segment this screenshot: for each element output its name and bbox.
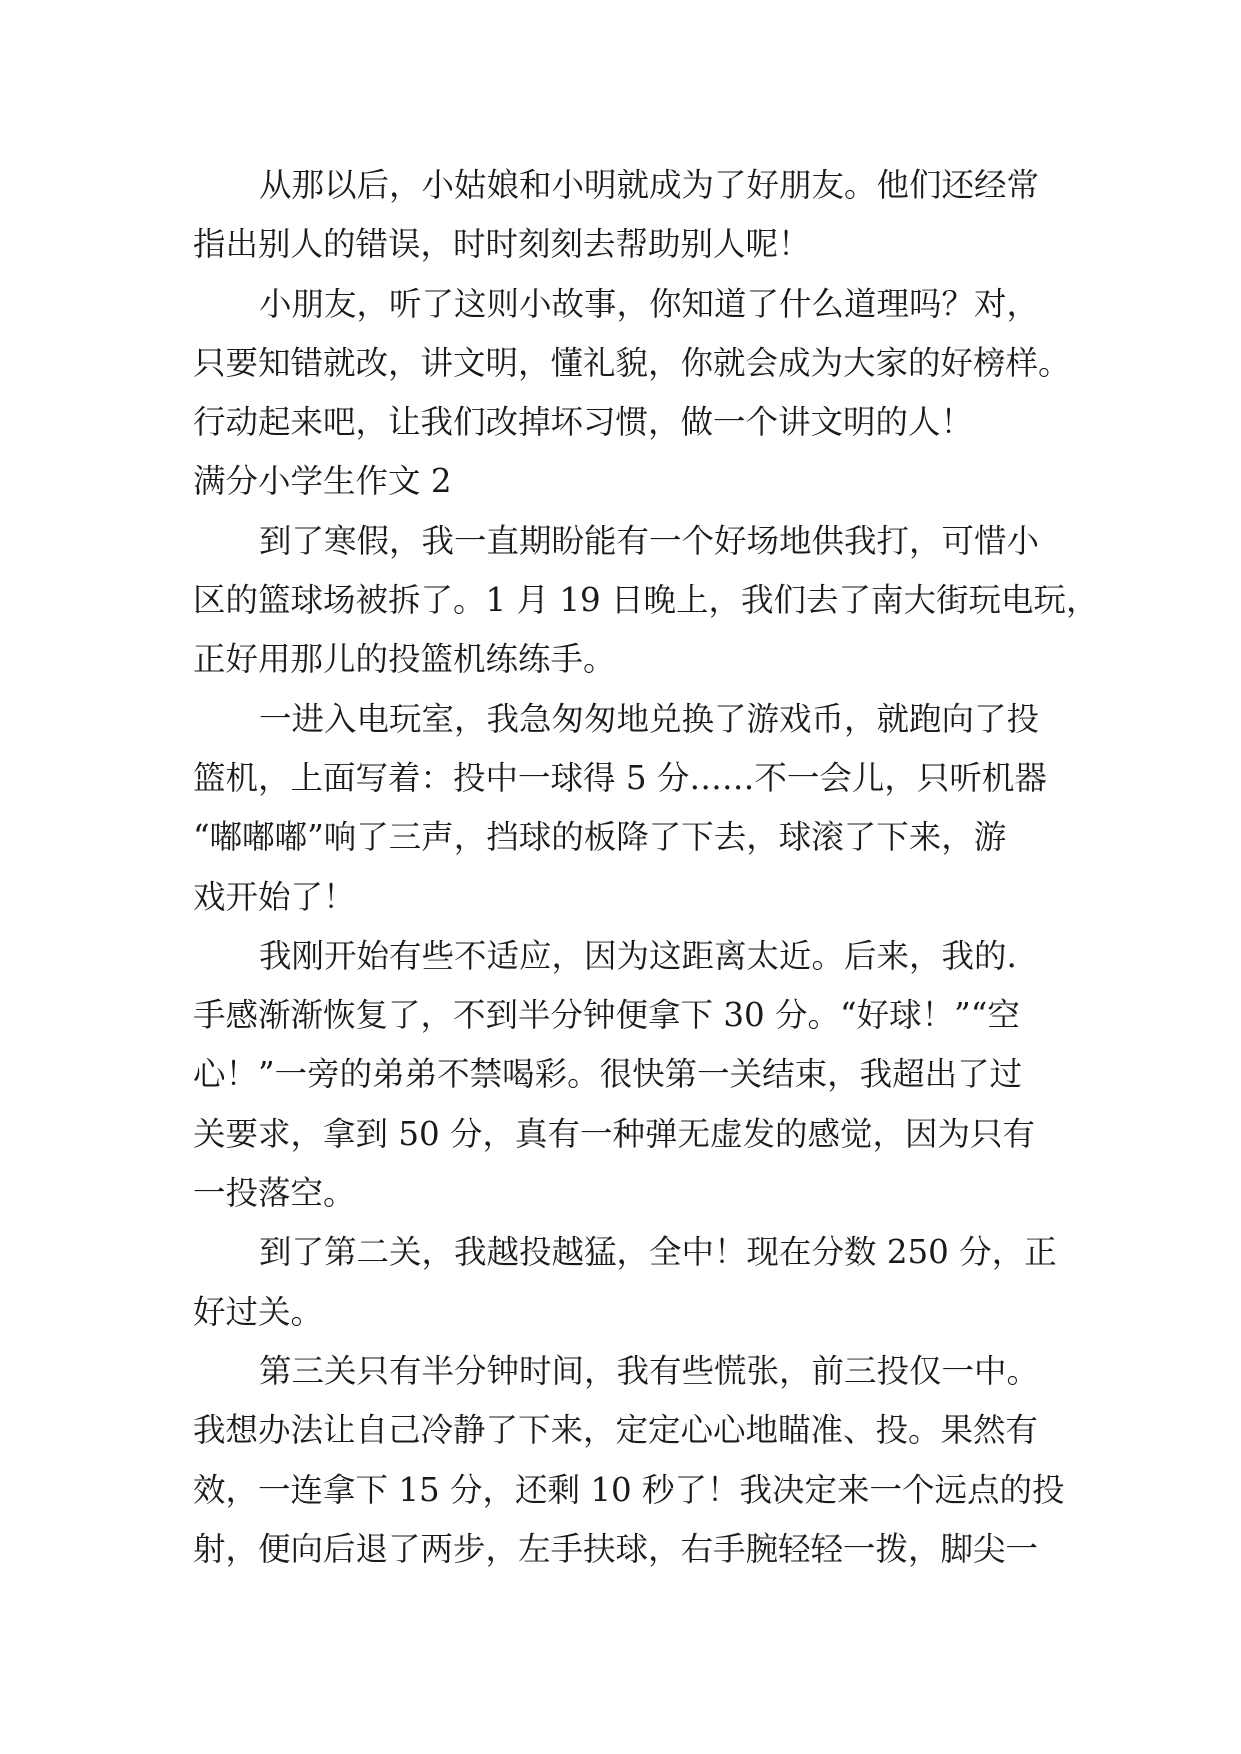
text-line: 我想办法让自己冷静了下来，定定心心地瞄准、投。果然有 xyxy=(193,1411,1039,1450)
text-line: 手感渐渐恢复了，不到半分钟便拿下 30 分。“好球！”“空 xyxy=(193,996,1020,1035)
text-line: 行动起来吧，让我们改掉坏习惯，做一个讲文明的人！ xyxy=(193,403,974,442)
text-line: 篮机，上面写着：投中一球得 5 分……不一会儿，只听机器 xyxy=(193,758,1047,797)
text-line: 射，便向后退了两步，左手扶球，右手腕轻轻一拨，脚尖一 xyxy=(193,1529,1039,1568)
text-line: 从那以后，小姑娘和小明就成为了好朋友。他们还经常 xyxy=(259,166,1040,204)
text-line: 到了第二关，我越投越猛，全中！现在分数 250 分，正 xyxy=(259,1233,1057,1272)
text-line: 到了寒假，我一直期盼能有一个好场地供我打，可惜小 xyxy=(259,521,1040,560)
text-line: 区的篮球场被拆了。1 月 19 日晚上，我们去了南大街玩电玩， xyxy=(193,581,1099,620)
section-heading: 满分小学生作文 2 xyxy=(193,462,452,501)
text-line: “嘟嘟嘟”响了三声，挡球的板降了下去，球滚了下来，游 xyxy=(193,818,1007,857)
document-body xyxy=(193,156,1099,1579)
text-line: 指出别人的错误，时时刻刻去帮助别人呢！ xyxy=(193,225,811,264)
text-line: 一投落空。 xyxy=(193,1174,356,1213)
text-line: 只要知错就改，讲文明，懂礼貌，你就会成为大家的好榜样。 xyxy=(193,343,1071,382)
text-line: 第三关只有半分钟时间，我有些慌张，前三投仅一中。 xyxy=(259,1351,1040,1390)
text-line: 戏开始了！ xyxy=(193,877,356,916)
text-line: 正好用那儿的投篮机练练手。 xyxy=(193,640,616,679)
text-line: 我刚开始有些不适应，因为这距离太近。后来，我的. xyxy=(259,936,1017,975)
text-line: 好过关。 xyxy=(193,1292,324,1331)
text-line: 小朋友，听了这则小故事，你知道了什么道理吗？对， xyxy=(259,284,1040,323)
text-line: 心！”一旁的弟弟不禁喝彩。很快第一关结束，我超出了过 xyxy=(193,1055,1023,1094)
text-line: 效，一连拿下 15 分，还剩 10 秒了！我决定来一个远点的投 xyxy=(193,1470,1065,1509)
text-line: 关要求，拿到 50 分，真有一种弹无虚发的感觉，因为只有 xyxy=(193,1114,1036,1153)
text-line: 一进入电玩室，我急匆匆地兑换了游戏币，就跑向了投 xyxy=(259,699,1040,738)
